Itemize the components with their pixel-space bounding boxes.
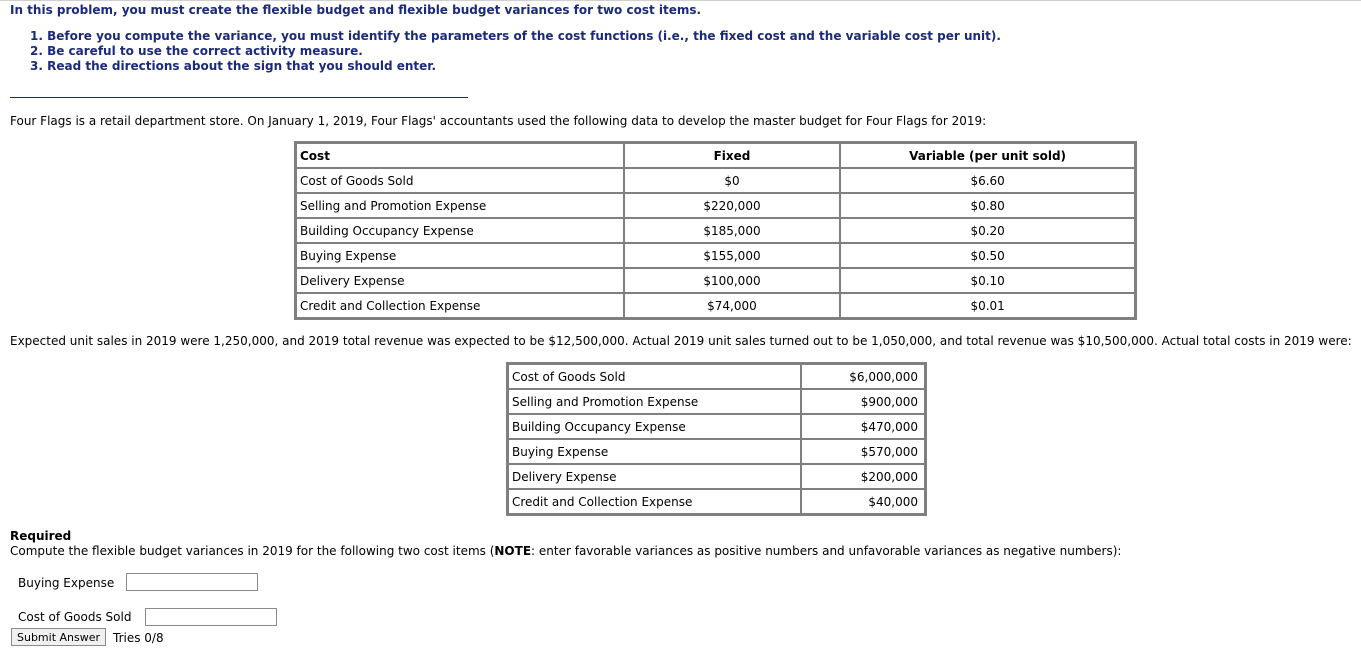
cost-name-cell: Buying Expense	[508, 439, 801, 464]
instruction-step: 2. Be careful to use the correct activity measure.	[30, 44, 363, 58]
required-instructions	[10, 544, 1121, 558]
table-row	[508, 414, 925, 439]
cost-name-cell: Cost of Goods Sold	[508, 364, 801, 389]
table-row	[296, 243, 1135, 268]
actual-cost-cell: $6,000,000	[801, 364, 925, 389]
actual-cost-cell: $570,000	[801, 439, 925, 464]
instruction-step: 1. Before you compute the variance, you must identify the parameters of the cost functions (i.e., the fixed cost and the variable cost per unit).	[30, 29, 1001, 43]
cost-name-cell: Building Occupancy Expense	[296, 218, 624, 243]
cost-name-cell: Buying Expense	[296, 243, 624, 268]
cost-name-cell: Selling and Promotion Expense	[296, 193, 624, 218]
buying-expense-label: Buying Expense	[18, 576, 115, 590]
actual-costs-table	[506, 362, 927, 516]
submit-answer-button[interactable]: Submit Answer	[11, 628, 106, 646]
table-row	[296, 218, 1135, 243]
table-row	[296, 293, 1135, 318]
note-label: NOTE	[494, 544, 532, 558]
table-row	[296, 168, 1135, 193]
cost-of-goods-sold-label: Cost of Goods Sold	[18, 610, 132, 624]
instruction-steps	[30, 29, 1001, 74]
table-row	[296, 268, 1135, 293]
column-header-fixed: Fixed	[624, 143, 841, 168]
actual-cost-cell: $200,000	[801, 464, 925, 489]
cost-of-goods-sold-input[interactable]	[145, 608, 277, 626]
cost-name-cell: Delivery Expense	[508, 464, 801, 489]
fixed-cost-cell: $220,000	[624, 193, 841, 218]
required-heading: Required	[10, 529, 72, 543]
table-row	[508, 364, 925, 389]
cost-name-cell: Cost of Goods Sold	[296, 168, 624, 193]
instruction-step: 3. Read the directions about the sign that you should enter.	[30, 59, 437, 73]
variable-cost-cell: $0.20	[840, 218, 1135, 243]
buying-expense-input[interactable]	[126, 573, 258, 591]
cost-name-cell: Building Occupancy Expense	[508, 414, 801, 439]
instructions-intro: In this problem, you must create the flexible budget and flexible budget variances for two cost items.	[10, 3, 702, 17]
variable-cost-cell: $0.10	[840, 268, 1135, 293]
column-header-cost: Cost	[296, 143, 624, 168]
table-row	[508, 464, 925, 489]
table-row	[508, 439, 925, 464]
cost-name-cell: Delivery Expense	[296, 268, 624, 293]
actual-cost-cell: $40,000	[801, 489, 925, 514]
problem-intro: Four Flags is a retail department store. On January 1, 2019, Four Flags' accountants used the following data to develop the master budget for Four Flags for 2019:	[10, 114, 987, 128]
table-row	[296, 193, 1135, 218]
variable-cost-cell: $0.50	[840, 243, 1135, 268]
column-header-variable: Variable (per unit sold)	[840, 143, 1135, 168]
table-header-row	[296, 143, 1135, 168]
fixed-cost-cell: $74,000	[624, 293, 841, 318]
variable-cost-cell: $0.01	[840, 293, 1135, 318]
required-text-end: : enter favorable variances as positive numbers and unfavorable variances as negative numbers):	[531, 544, 1122, 558]
budget-table	[294, 141, 1137, 320]
table-row	[508, 389, 925, 414]
actual-cost-cell: $470,000	[801, 414, 925, 439]
actual-cost-cell: $900,000	[801, 389, 925, 414]
table-row	[508, 489, 925, 514]
tries-counter: Tries 0/8	[113, 631, 164, 645]
variable-cost-cell: $0.80	[840, 193, 1135, 218]
fixed-cost-cell: $100,000	[624, 268, 841, 293]
cost-name-cell: Credit and Collection Expense	[296, 293, 624, 318]
variable-cost-cell: $6.60	[840, 168, 1135, 193]
top-divider	[0, 0, 1361, 1]
expected-sales-text: Expected unit sales in 2019 were 1,250,000, and 2019 total revenue was expected to be $12,500,000. Actual 2019 unit sales turned out to be 1,050,000, and total revenue was $10,500,000. Actual total costs in 2019 were:	[10, 334, 1352, 348]
required-text-start: Compute the flexible budget variances in 2019 for the following two cost items (	[10, 544, 495, 558]
cost-name-cell: Credit and Collection Expense	[508, 489, 801, 514]
fixed-cost-cell: $0	[624, 168, 841, 193]
cost-name-cell: Selling and Promotion Expense	[508, 389, 801, 414]
fixed-cost-cell: $185,000	[624, 218, 841, 243]
section-divider	[10, 97, 468, 98]
fixed-cost-cell: $155,000	[624, 243, 841, 268]
